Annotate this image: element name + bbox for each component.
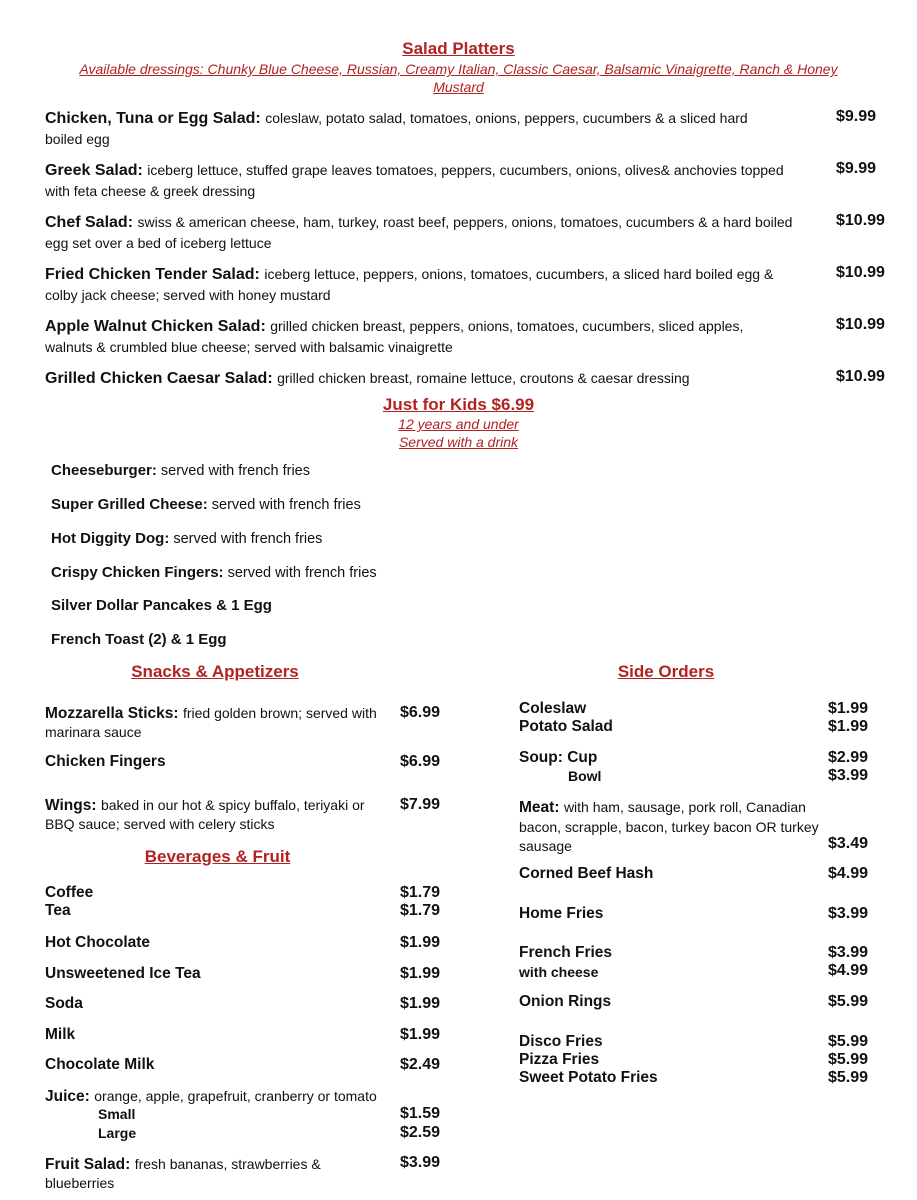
item-price: $7.99	[400, 796, 441, 813]
item-desc: served with french fries	[211, 497, 361, 513]
item-name: Chocolate Milk	[45, 1056, 155, 1073]
item-name: Silver Dollar Pancakes & 1 Egg	[51, 597, 272, 614]
kids-heading: Just for Kids $6.99	[382, 395, 535, 414]
item-desc: orange, apple, grapefruit, cranberry or tomato	[94, 1088, 377, 1104]
meat-item	[519, 798, 819, 857]
juice-item	[45, 1087, 377, 1106]
kids-item	[51, 597, 272, 614]
item-name: French Toast (2) & 1 Egg	[51, 631, 227, 648]
salad-item	[45, 108, 830, 150]
item-desc-cont: blueberries	[45, 1175, 115, 1191]
item-name: Super Grilled Cheese:	[51, 496, 208, 513]
item-name: Milk	[45, 1026, 76, 1043]
salad-item	[45, 160, 830, 202]
item-desc-cont: BBQ sauce; served with celery sticks	[45, 816, 275, 832]
salad-item	[45, 316, 830, 358]
item-name: Crispy Chicken Fingers:	[51, 564, 224, 581]
item-desc-cont: with feta cheese & greek dressing	[45, 183, 256, 199]
kids-item	[51, 631, 227, 648]
sides-heading: Side Orders	[617, 662, 715, 681]
item-desc-cont: colby jack cheese; served with honey mustard	[45, 287, 331, 303]
item-desc-cont: boiled egg	[45, 131, 110, 147]
item-desc-cont: bacon, scrapple, bacon, turkey bacon OR turkey	[519, 818, 819, 835]
item-desc: served with french fries	[227, 565, 377, 581]
item-price: $10.99	[836, 212, 885, 229]
item-desc: coleslaw, potato salad, tomatoes, onions, peppers, cucumbers & a sliced hard	[265, 110, 748, 126]
item-price: $6.99	[400, 704, 441, 721]
item-price: $1.79	[400, 902, 441, 919]
item-desc: with ham, sausage, pork roll, Canadian	[563, 799, 806, 815]
item-price: $1.99	[400, 1026, 441, 1043]
salad-platters-heading: Salad Platters	[402, 39, 515, 58]
kids-age-note: 12 years and under	[398, 416, 519, 432]
item-desc: fresh bananas, strawberries &	[134, 1156, 321, 1172]
dressings-note-cont: Mustard	[433, 79, 484, 95]
item-desc: served with french fries	[160, 463, 310, 479]
item-size: with cheese	[519, 964, 599, 980]
item-name: Fruit Salad:	[45, 1156, 131, 1173]
item-price: $2.49	[400, 1056, 441, 1073]
item-price: $3.99	[828, 944, 869, 961]
snacks-heading: Snacks & Appetizers	[131, 662, 299, 681]
item-desc: fried golden brown; served with	[182, 705, 377, 721]
item-price: $6.99	[400, 753, 441, 770]
item-name: Greek Salad:	[45, 162, 143, 179]
item-price: $3.49	[828, 835, 869, 852]
item-desc: grilled chicken breast, romaine lettuce, croutons & caesar dressing	[277, 370, 690, 386]
item-name: Hot Diggity Dog:	[51, 530, 170, 547]
item-price: $3.99	[828, 905, 869, 922]
item-desc-cont: walnuts & crumbled blue cheese; served with balsamic vinaigrette	[45, 339, 453, 355]
item-price: $10.99	[836, 264, 885, 281]
item-name: Tea	[45, 902, 71, 919]
item-desc-cont: marinara sauce	[45, 724, 142, 740]
item-size: Large	[98, 1125, 137, 1141]
salad-item	[45, 264, 830, 306]
item-name: Coleslaw	[519, 700, 587, 717]
item-desc: baked in our hot & spicy buffalo, teriyaki or	[100, 797, 365, 813]
item-price: $10.99	[836, 368, 885, 385]
kids-item	[51, 564, 377, 581]
item-name: Pizza Fries	[519, 1051, 600, 1068]
item-size: Bowl	[568, 768, 602, 784]
item-price: $10.99	[836, 316, 885, 333]
item-desc-cont: egg set over a bed of iceberg lettuce	[45, 235, 272, 251]
snack-item	[45, 796, 390, 834]
item-price: $3.99	[400, 1154, 441, 1171]
item-name: Wings:	[45, 797, 97, 814]
item-price: $1.79	[400, 884, 441, 901]
item-name: Cheeseburger:	[51, 462, 157, 479]
item-price: $1.99	[828, 700, 869, 717]
item-price: $1.99	[400, 965, 441, 982]
dressings-note: Available dressings: Chunky Blue Cheese, Russian, Creamy Italian, Classic Caesar, Balsamic Vinaigrette, Ranch & Honey	[79, 61, 838, 77]
item-name: Corned Beef Hash	[519, 865, 654, 882]
item-price: $5.99	[828, 1033, 869, 1050]
item-name: Potato Salad	[519, 718, 613, 735]
item-name: Coffee	[45, 884, 94, 901]
item-desc: grilled chicken breast, peppers, onions, tomatoes, cucumbers, sliced apples,	[270, 318, 744, 334]
item-price: $1.99	[400, 995, 441, 1012]
item-price: $9.99	[836, 160, 877, 177]
item-name: Disco Fries	[519, 1033, 603, 1050]
item-price: $9.99	[836, 108, 877, 125]
fruit-item	[45, 1155, 390, 1193]
item-name: Onion Rings	[519, 993, 612, 1010]
item-desc: served with french fries	[173, 531, 323, 547]
item-name: Home Fries	[519, 905, 604, 922]
item-price: $5.99	[828, 993, 869, 1010]
item-name: Fried Chicken Tender Salad:	[45, 266, 260, 283]
item-price: $1.59	[400, 1105, 441, 1122]
salad-item	[45, 212, 835, 254]
item-name: Juice:	[45, 1088, 90, 1105]
kids-item	[51, 462, 310, 479]
item-name: Hot Chocolate	[45, 934, 151, 951]
item-price: $1.99	[400, 934, 441, 951]
item-name: Apple Walnut Chicken Salad:	[45, 318, 266, 335]
item-price: $5.99	[828, 1069, 869, 1086]
salad-item	[45, 368, 830, 389]
item-price: $1.99	[828, 718, 869, 735]
item-price: $2.59	[400, 1124, 441, 1141]
item-name: French Fries	[519, 944, 613, 961]
item-name: Soda	[45, 995, 83, 1012]
item-name: Sweet Potato Fries	[519, 1069, 658, 1086]
item-name: Unsweetened Ice Tea	[45, 965, 201, 982]
item-price: $4.99	[828, 962, 869, 979]
kids-item	[51, 530, 322, 547]
item-name: Soup: Cup	[519, 749, 598, 766]
item-desc-cont: sausage	[519, 838, 572, 854]
item-desc: swiss & american cheese, ham, turkey, roast beef, peppers, onions, tomatoes, cucumbers & a hard boiled	[137, 214, 793, 230]
kids-item	[51, 496, 361, 513]
item-price: $2.99	[828, 749, 869, 766]
item-size: Small	[98, 1106, 136, 1122]
item-name: Grilled Chicken Caesar Salad:	[45, 370, 273, 387]
item-desc: iceberg lettuce, peppers, onions, tomatoes, cucumbers, a sliced hard boiled egg &	[264, 266, 774, 282]
item-name: Chicken Fingers	[45, 753, 166, 770]
item-name: Mozzarella Sticks:	[45, 705, 179, 722]
item-name: Chicken, Tuna or Egg Salad:	[45, 110, 261, 127]
item-name: Chef Salad:	[45, 214, 134, 231]
item-price: $3.99	[828, 767, 869, 784]
snack-item	[45, 704, 390, 742]
beverages-heading: Beverages & Fruit	[144, 847, 291, 866]
item-name: Meat:	[519, 799, 560, 816]
item-price: $4.99	[828, 865, 869, 882]
item-price: $5.99	[828, 1051, 869, 1068]
kids-drink-note: Served with a drink	[398, 434, 519, 450]
item-desc: iceberg lettuce, stuffed grape leaves tomatoes, peppers, cucumbers, onions, olives& anchovies topped	[147, 162, 784, 178]
